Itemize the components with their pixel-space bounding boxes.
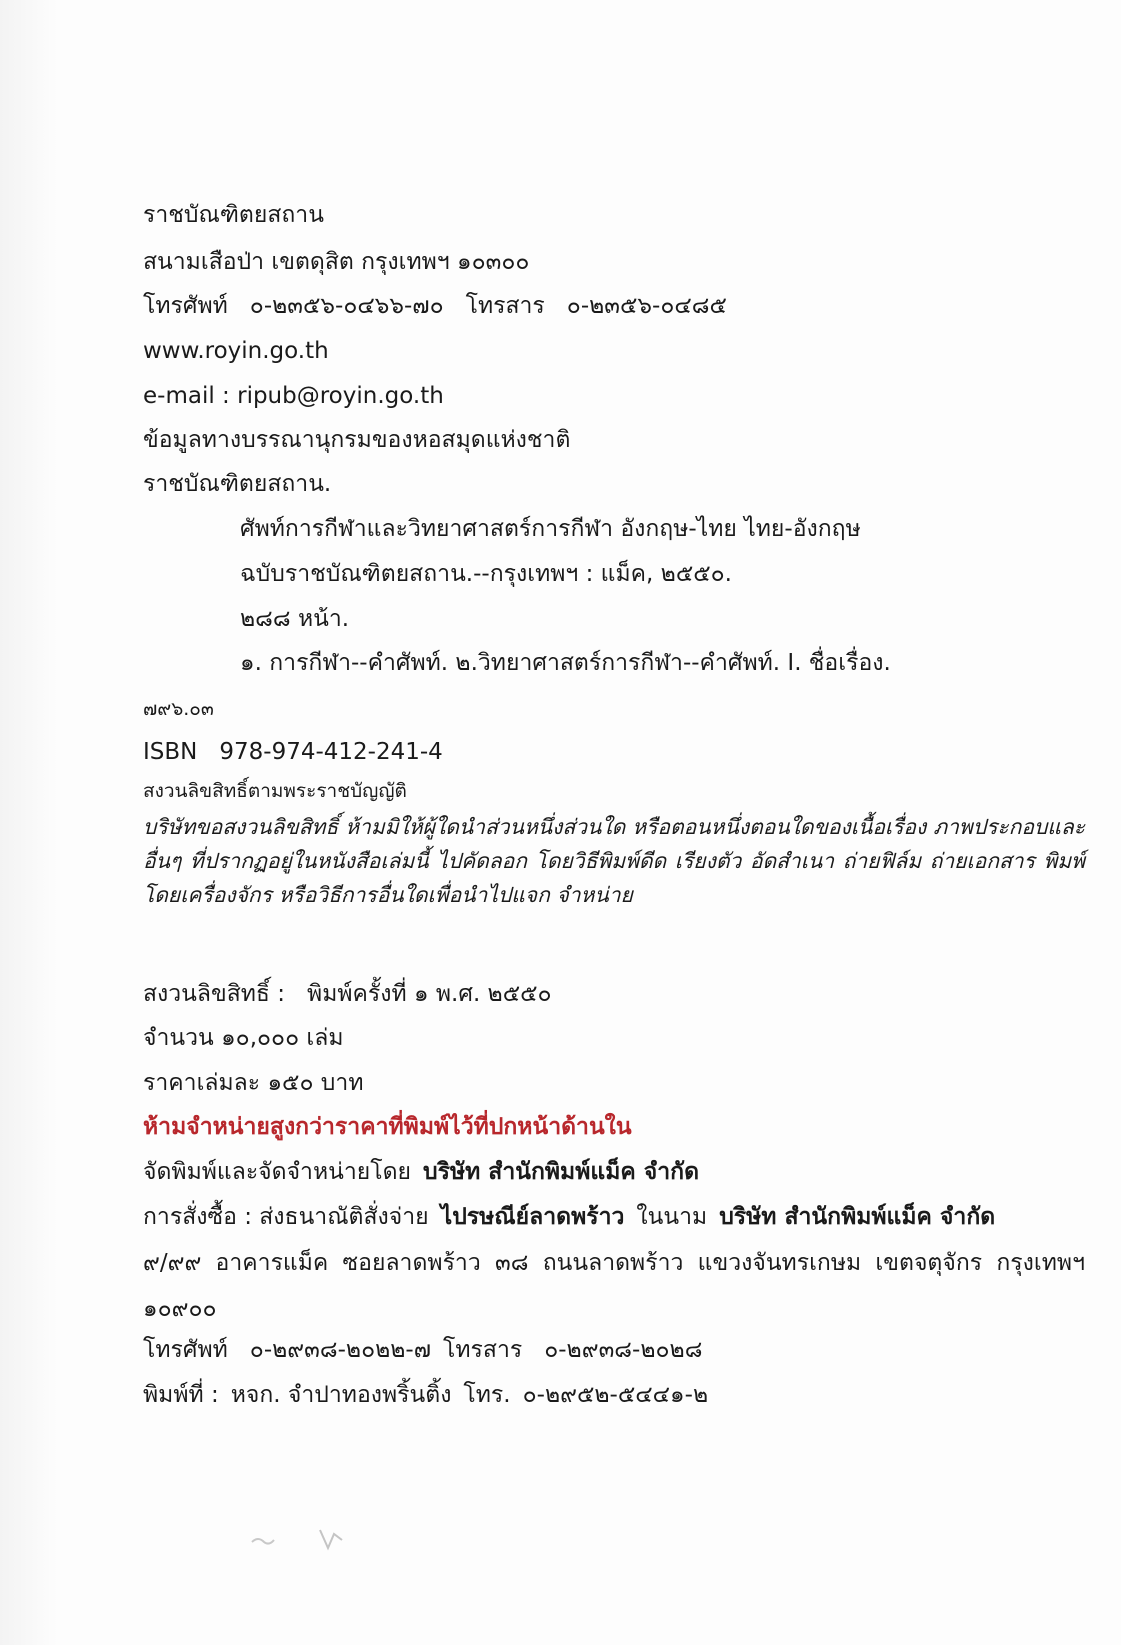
price-warning: ห้ามจำหน่ายสูงกว่าราคาที่พิมพ์ไว้ที่ปกหน้าด้านใน: [143, 1114, 632, 1140]
distributor-phone-label: โทรศัพท์: [143, 1337, 228, 1363]
printing-rights-label: สงวนลิขสิทธิ์ :: [143, 981, 286, 1007]
printing-price: ราคาเล่มละ ๑๕๐ บาท: [143, 1070, 364, 1096]
publisher-email-line: [143, 381, 444, 411]
cataloging-author: ราชบัณฑิตยสถาน.: [143, 471, 332, 497]
printing-rights-line: [143, 979, 552, 1009]
printing-copies: จำนวน ๑๐,๐๐๐ เล่ม: [143, 1025, 344, 1051]
distributor-label: จัดพิมพ์และจัดจำหน่ายโดย: [143, 1159, 412, 1185]
distributor-line: [143, 1157, 699, 1187]
scan-smudge-mark: [250, 1520, 370, 1560]
cataloging-pages: ๒๘๘ หน้า.: [240, 606, 350, 632]
copyright-notice: บริษัทขอสงวนลิขสิทธิ์ ห้ามมิให้ผู้ใดนำส่วนหนึ่งส่วนใด หรือตอนหนึ่งตอนใดของเนื้อเรื่อง ภาพประกอบและอื่นๆ ที่ปรากฏอยู่ในหนังสือเล่มนี้ ไปคัดลอก โดยวิธีพิมพ์ดีด เรียงตัว อัดสำเนา ถ่ายฟิล์ม ถ่ายเอกสาร พิมพ์โดยเครื่องจักร หรือวิธีการอื่นใดเพื่อนำไปแจก จำหน่าย: [143, 815, 1085, 907]
distributor-contact: [143, 1335, 702, 1365]
order-line: [143, 1202, 995, 1232]
payee-name: บริษัท สำนักพิมพ์แม็ค จำกัด: [719, 1204, 996, 1230]
classification-number: ๗๙๖.๐๓: [143, 698, 214, 720]
copyright-heading: สงวนลิขสิทธิ์ตามพระราชบัญญัติ: [143, 780, 407, 802]
publisher-name: ราชบัณฑิตยสถาน: [143, 202, 324, 228]
printer-label: พิมพ์ที่ :: [143, 1382, 219, 1408]
distributor-address: ๙/๙๙ อาคารแม็ค ซอยลาดพร้าว ๓๘ ถนนลาดพร้าว แขวงจันทรเกษม เขตจตุจักร กรุงเทพฯ ๑๐๙๐๐: [143, 1250, 1085, 1322]
order-label: การสั่งซื้อ : ส่งธนาณัติสั่งจ่าย: [143, 1204, 429, 1230]
post-office: ไปรษณีย์ลาดพร้าว: [440, 1204, 625, 1230]
publisher-email-label: e-mail :: [143, 383, 230, 409]
cataloging-heading: ข้อมูลทางบรรณานุกรมของหอสมุดแห่งชาติ: [143, 427, 571, 453]
cataloging-edition: ฉบับราชบัณฑิตยสถาน.--กรุงเทพฯ : แม็ค, ๒๕๕๐.: [240, 561, 732, 587]
printer-name: หจก. จำปาทองพริ้นติ้ง: [230, 1382, 452, 1408]
publisher-contact: [143, 291, 727, 321]
scan-edge-shadow: [0, 0, 58, 1645]
distributor-name: บริษัท สำนักพิมพ์แม็ค จำกัด: [423, 1159, 700, 1185]
publisher-fax-label: โทรสาร: [465, 293, 545, 319]
publisher-website: www.royin.go.th: [143, 338, 329, 364]
payee-label: ในนาม: [636, 1204, 708, 1230]
printer-line: [143, 1380, 708, 1410]
publisher-address: สนามเสือป่า เขตดุสิต กรุงเทพฯ ๑๐๓๐๐: [143, 249, 530, 275]
isbn-value: 978-974-412-241-4: [219, 739, 443, 765]
printer-phone: ๐-๒๙๕๒-๕๔๔๑-๒: [522, 1382, 709, 1408]
publisher-fax: ๐-๒๓๕๖-๐๔๘๕: [566, 293, 727, 319]
isbn-label: ISBN: [143, 739, 198, 765]
distributor-fax-label: โทรสาร: [443, 1337, 523, 1363]
printing-edition: พิมพ์ครั้งที่ ๑ พ.ศ. ๒๕๕๐: [307, 981, 552, 1007]
printer-phone-label: โทร.: [463, 1382, 511, 1408]
isbn-line: [143, 737, 443, 767]
publisher-phone-label: โทรศัพท์: [143, 293, 228, 319]
publisher-phone: ๐-๒๓๕๖-๐๔๖๖-๗๐: [249, 293, 444, 319]
cataloging-title: ศัพท์การกีฬาและวิทยาศาสตร์การกีฬา อังกฤษ-ไทย ไทย-อังกฤษ: [240, 516, 861, 542]
distributor-phone: ๐-๒๙๓๘-๒๐๒๒-๗: [249, 1337, 432, 1363]
publisher-email: ripub@royin.go.th: [237, 383, 444, 409]
cataloging-subjects: ๑. การกีฬา--คำศัพท์. ๒.วิทยาศาสตร์การกีฬา--คำศัพท์. I. ชื่อเรื่อง.: [240, 650, 891, 676]
distributor-fax: ๐-๒๙๓๘-๒๐๒๘: [544, 1337, 703, 1363]
